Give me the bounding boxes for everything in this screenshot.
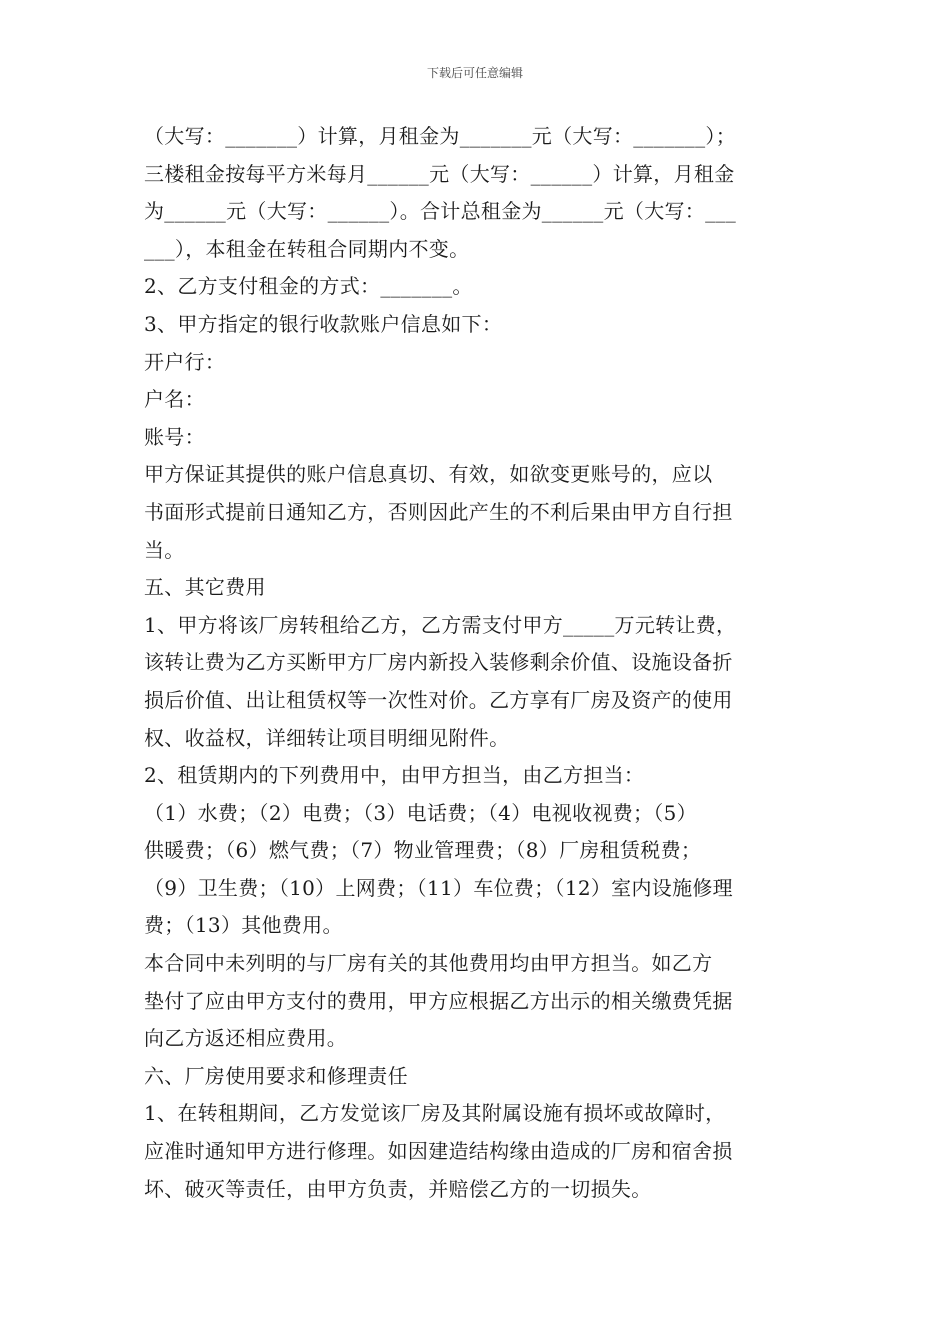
text-line: ___），本租金在转租合同期内不变。: [144, 236, 470, 261]
text-line: （9）卫生费；（10）上网费；（11）车位费；（12）室内设施修理: [144, 875, 733, 900]
text-line: 1、甲方将该厂房转租给乙方，乙方需支付甲方_____万元转让费，: [144, 612, 737, 637]
section-heading: 六、厂房使用要求和修理责任: [144, 1063, 408, 1088]
text-line: 三楼租金按每平方米每月______元（大写：______）计算，月租金: [144, 161, 735, 186]
text-line: 甲方保证其提供的账户信息真切、有效，如欲变更账号的，应以: [144, 462, 713, 487]
section-heading: 五、其它费用: [144, 575, 266, 600]
text-line: 费；（13）其他费用。: [144, 913, 343, 938]
page-header: 下载后可任意编辑: [426, 66, 523, 80]
text-line: 开户行：: [144, 349, 226, 374]
text-line: 书面形式提前日通知乙方，否则因此产生的不利后果由甲方自行担: [144, 499, 733, 524]
text-line: 该转让费为乙方买断甲方厂房内新投入装修剩余价值、设施设备折: [144, 650, 733, 675]
text-line: （1）水费；（2）电费；（3）电话费；（4）电视收视费；（5）: [144, 800, 697, 825]
text-line: 户名：: [144, 387, 205, 412]
text-line: 2、租赁期内的下列费用中，由甲方担当，由乙方担当：: [144, 763, 645, 788]
text-line: （大写：_______）计算，月租金为_______元（大写：_______）；: [144, 124, 736, 148]
text-line: 应准时通知甲方进行修理。如因建造结构缘由造成的厂房和宿舍损: [144, 1139, 733, 1164]
text-line: 3、甲方指定的银行收款账户信息如下：: [144, 311, 503, 336]
text-line: 向乙方返还相应费用。: [144, 1026, 347, 1051]
text-line: 损后价值、出让租赁权等一次性对价。乙方享有厂房及资产的使用: [144, 687, 733, 712]
text-line: 账号：: [144, 424, 205, 449]
document-body: [144, 118, 814, 1208]
text-line: 1、在转租期间，乙方发觉该厂房及其附属设施有损坏或故障时，: [144, 1101, 726, 1126]
text-line: 本合同中未列明的与厂房有关的其他费用均由甲方担当。如乙方: [144, 951, 713, 976]
text-line: 当。: [144, 537, 185, 562]
text-line: 垫付了应由甲方支付的费用，甲方应根据乙方出示的相关缴费凭据: [144, 988, 733, 1013]
text-line: 为______元（大写：______）。合计总租金为______元（大写：___: [144, 199, 736, 224]
text-line: 供暖费；（6）燃气费；（7）物业管理费；（8）厂房租赁税费；: [144, 838, 702, 863]
text-line: 权、收益权，详细转让项目明细见附件。: [144, 725, 510, 750]
text-line: 2、乙方支付租金的方式：_______。: [144, 274, 473, 299]
text-line: 坏、破灭等责任，由甲方负责，并赔偿乙方的一切损失。: [144, 1176, 652, 1201]
